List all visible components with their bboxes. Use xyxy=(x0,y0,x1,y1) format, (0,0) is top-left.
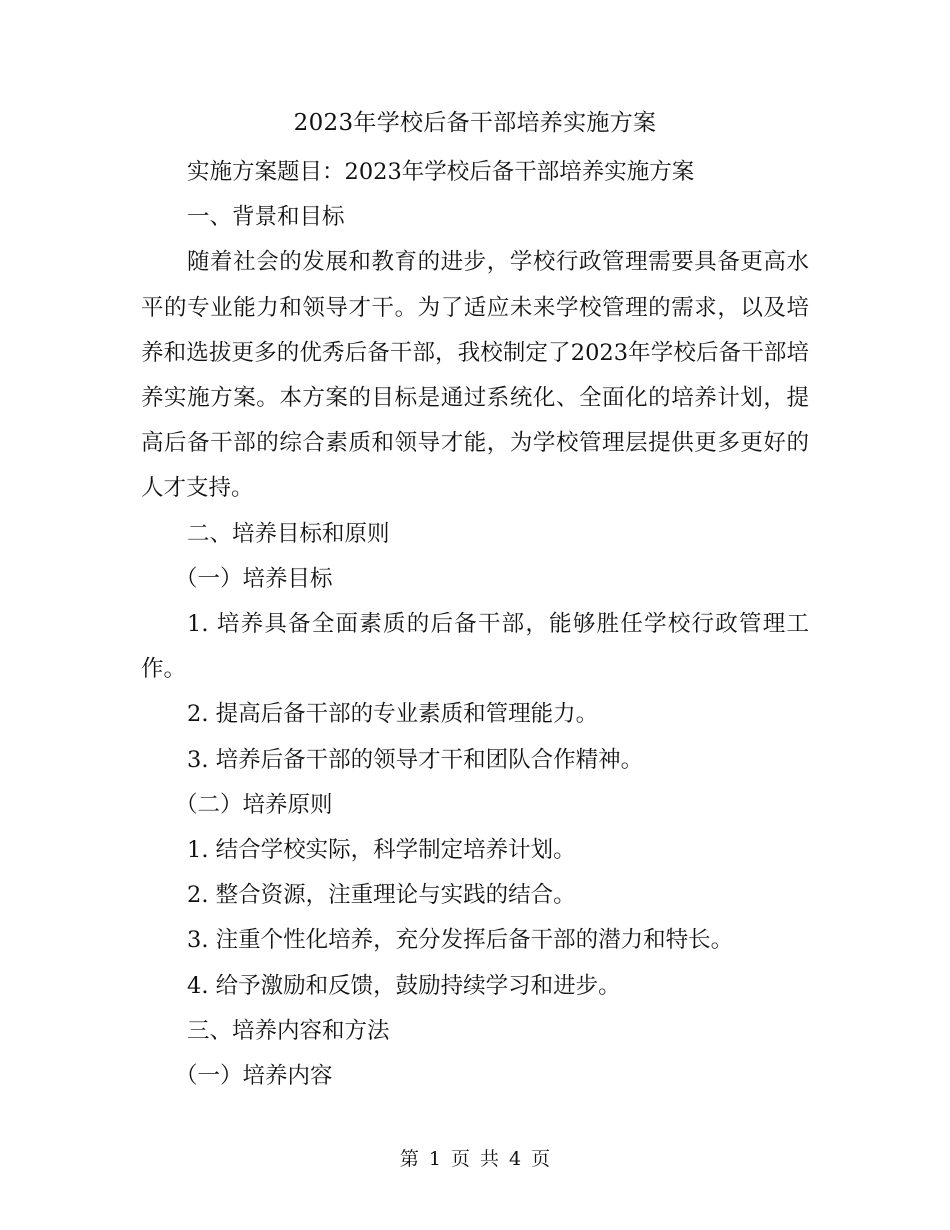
goal-item-3: 3. 培养后备干部的领导才干和团队合作精神。 xyxy=(187,746,644,773)
subsection-heading-content: （一）培养内容 xyxy=(175,1063,333,1090)
section-heading-goals-principles: 二、培养目标和原则 xyxy=(187,520,390,547)
document-title: 2023年学校后备干部培养实施方案 xyxy=(293,110,657,136)
plan-subject-line: 实施方案题目：2023年学校后备干部培养实施方案 xyxy=(187,159,695,185)
section-heading-background: 一、背景和目标 xyxy=(187,204,345,231)
page-number-footer: 第 1 页 共 4 页 xyxy=(399,1148,551,1170)
principle-item-4: 4. 给予激励和反馈，鼓励持续学习和进步。 xyxy=(187,972,621,999)
section-heading-content-methods: 三、培养内容和方法 xyxy=(187,1017,390,1044)
subsection-heading-goals: （一）培养目标 xyxy=(175,565,333,592)
background-paragraph: 随着社会的发展和教育的进步，学校行政管理需要具备更高水平的专业能力和领导才干。为了适应未来学校管理的需求，以及培养和选拔更多的优秀后备干部，我校制定了2023年学校后备干部培养实施方案。本方案的目标是通过系统化、全面化的培养计划，提高后备干部的综合素质和领导才能，为学校管理层提供更多更好的人才支持。 xyxy=(141,249,809,502)
principle-item-3: 3. 注重个性化培养，充分发挥后备干部的潜力和特长。 xyxy=(187,927,734,954)
document-body xyxy=(141,150,809,1099)
principle-item-1: 1. 结合学校实际，科学制定培养计划。 xyxy=(187,837,576,864)
goal-item-2: 2. 提高后备干部的专业素质和管理能力。 xyxy=(187,701,599,728)
principle-item-2: 2. 整合资源，注重理论与实践的结合。 xyxy=(187,882,576,909)
subsection-heading-principles: （二）培养原则 xyxy=(175,791,333,818)
goal-item-1: 1. 培养具备全面素质的后备干部，能够胜任学校行政管理工作。 xyxy=(141,611,809,683)
